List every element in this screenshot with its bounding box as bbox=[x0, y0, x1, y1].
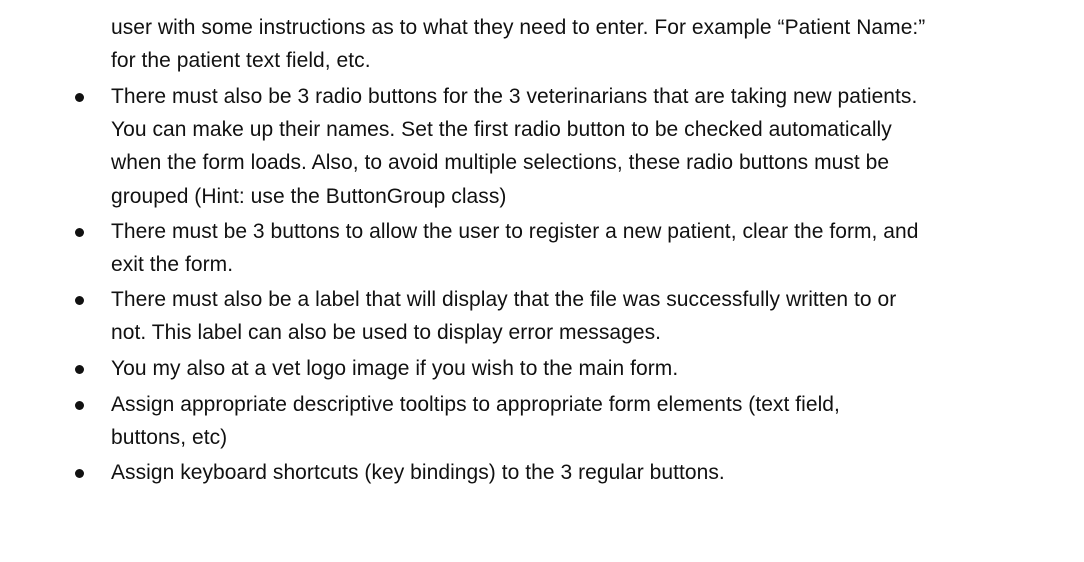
bullet-icon bbox=[75, 228, 84, 237]
bullet-icon bbox=[75, 296, 84, 305]
intro-line: user with some instructions as to what they need to enter. For example “Patient Name:” bbox=[111, 16, 926, 39]
bullet-line: buttons, etc) bbox=[111, 426, 228, 449]
bullet-line: You my also at a vet logo image if you wish to the main form. bbox=[111, 357, 679, 380]
bullet-icon bbox=[75, 365, 84, 374]
bullet-line: There must be 3 buttons to allow the user to register a new patient, clear the form, and bbox=[111, 220, 919, 243]
bullet-icon bbox=[75, 401, 84, 410]
bullet-icon bbox=[75, 469, 84, 478]
bullet-line: exit the form. bbox=[111, 253, 234, 276]
intro-line: for the patient text field, etc. bbox=[111, 49, 371, 72]
bullet-line: grouped (Hint: use the ButtonGroup class) bbox=[111, 185, 507, 208]
bullet-line: Assign appropriate descriptive tooltips to appropriate form elements (text field, bbox=[111, 393, 840, 416]
bullet-line: You can make up their names. Set the first radio button to be checked automatically bbox=[111, 118, 892, 141]
bullet-line: when the form loads. Also, to avoid multiple selections, these radio buttons must be bbox=[111, 151, 890, 174]
bullet-line: There must also be 3 radio buttons for the 3 veterinarians that are taking new patients. bbox=[111, 85, 918, 108]
bullet-line: There must also be a label that will display that the file was successfully written to or bbox=[111, 288, 897, 311]
bullet-line: not. This label can also be used to display error messages. bbox=[111, 321, 662, 344]
bullet-icon bbox=[75, 93, 84, 102]
bullet-line: Assign keyboard shortcuts (key bindings) to the 3 regular buttons. bbox=[111, 461, 725, 484]
